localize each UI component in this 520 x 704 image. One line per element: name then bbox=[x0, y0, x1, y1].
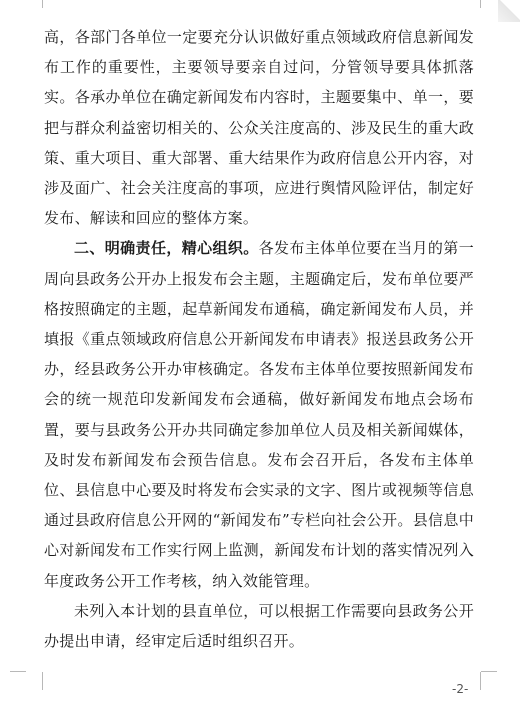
paragraph-closing: 未列入本计划的县直单位，可以根据工作需要向县政务公开办提出申请，经审定后适时组织召开。 bbox=[44, 601, 474, 651]
crop-mark-top-left bbox=[26, 0, 43, 8]
crop-mark-bottom-left-h bbox=[10, 671, 26, 672]
section-body: 各发布主体单位要在当月的第一周向县政务公开办上报发布会主题，主题确定后，发布单位要严格按照确定的主题，起草新闻发布通稿，确定新闻发布人员，并填报《重点领域政府信息公开新闻发布申请表》报送县政务公开办，经县政务公开办审核确定。各发布主体单位要按照新闻发布会的统一规范印发新闻发布会通稿，做好新闻发布地点会场布置，要与县政务公开办共同确定参加单位人员及相关新闻媒体，及时发布新闻发布会预告信息。发布会召开后，各发布主体单位、县信息中心要及时将发布会实录的文字、图片或视频等信息通过县政府信息公开网的“新闻发布”专栏向社会公开。县信息中心对新闻发布工作实行网上监测，新闻发布计划的落实情况列入年度政务公开工作考核，纳入效能管理。 bbox=[44, 239, 474, 590]
section-heading: 二、明确责任，精心组织。 bbox=[74, 239, 259, 258]
crop-mark-bottom-right-h bbox=[481, 671, 497, 672]
paragraph-section-two bbox=[44, 233, 474, 595]
page-number: -2- bbox=[452, 682, 469, 696]
crop-mark-bottom-right bbox=[480, 672, 497, 690]
crop-mark-bottom-left bbox=[26, 672, 43, 690]
crop-mark-top-right bbox=[480, 0, 497, 8]
page-corner-fold bbox=[498, 0, 520, 22]
body-text bbox=[44, 22, 474, 656]
paragraph-continued: 高，各部门各单位一定要充分认识做好重点领域政府信息新闻发布工作的重要性，主要领导要亲自过问，分管领导要具体抓落实。各承办单位在确定新闻发布内容时，主题要集中、单一，要把与群众利益密切相关的、公众关注度高的、涉及民生的重大政策、重大项目、重大部署、重大结果作为政府信息公开内容，对涉及面广、社会关注度高的事项，应进行舆情风险评估，制定好发布、解读和回应的整体方案。 bbox=[44, 28, 474, 228]
